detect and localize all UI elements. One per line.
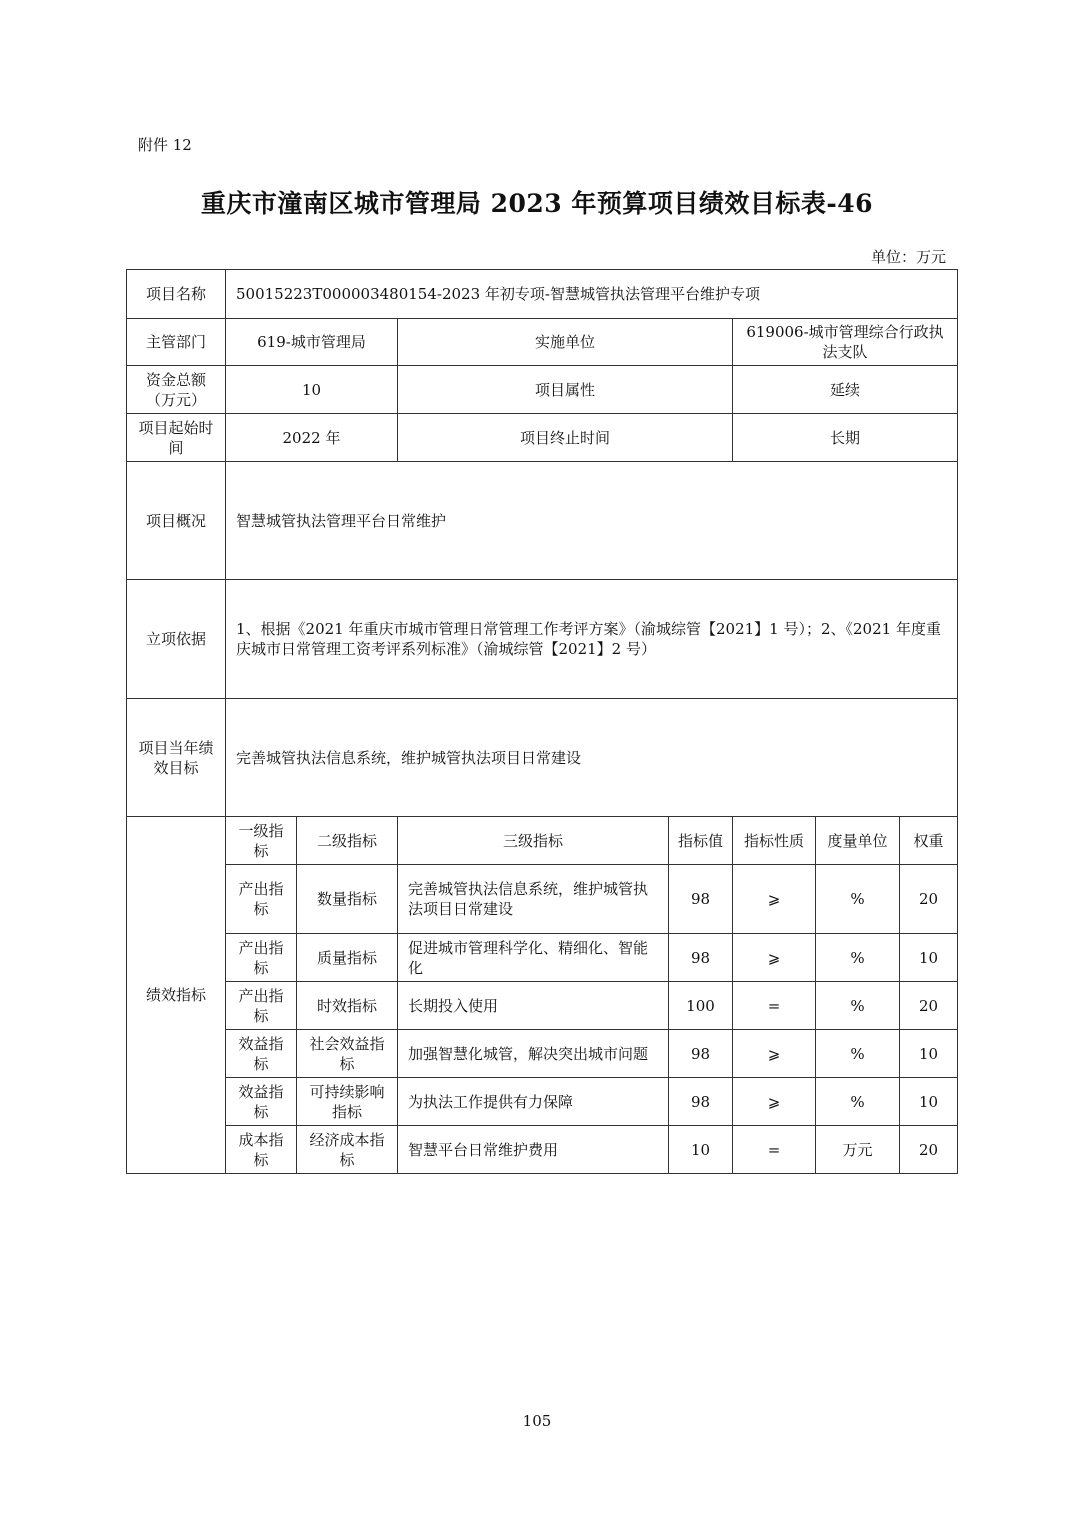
value-cell: 100 — [669, 982, 733, 1030]
page-title: 重庆市潼南区城市管理局 2023 年预算项目绩效目标表-46 — [200, 189, 874, 218]
level1-cell: 效益指标 — [226, 1078, 297, 1126]
level1-cell: 产出指标 — [226, 934, 297, 982]
attr-label: 项目属性 — [398, 366, 733, 414]
nature-cell: ⩾ — [733, 934, 816, 982]
level1-cell: 效益指标 — [226, 1030, 297, 1078]
level3-cell: 完善城管执法信息系统，维护城管执法项目日常建设 — [398, 865, 669, 934]
project-name-label: 项目名称 — [127, 270, 226, 319]
dept-label: 主管部门 — [127, 319, 226, 366]
attachment-label: 附件 12 — [138, 136, 192, 154]
value-cell: 98 — [669, 865, 733, 934]
basis-value: 1、根据《2021 年重庆市城市管理日常管理工作考评方案》（渝城综管【2021】1 号）；2、《2021 年度重庆城市日常管理工资考评系列标准》（渝城综管【2021】2 号） — [226, 580, 958, 699]
start-label: 项目起始时间 — [127, 414, 226, 462]
indicator-header-row — [127, 817, 958, 865]
impl-value: 619006-城市管理综合行政执法支队 — [733, 319, 958, 366]
end-value: 长期 — [733, 414, 958, 462]
unit-cell: % — [816, 1030, 900, 1078]
table-row — [127, 1078, 958, 1126]
nature-cell: ⩾ — [733, 865, 816, 934]
weight-cell: 10 — [900, 934, 958, 982]
basis-label: 立项依据 — [127, 580, 226, 699]
nature-cell: = — [733, 1126, 816, 1174]
unit-cell: % — [816, 982, 900, 1030]
overview-value: 智慧城管执法管理平台日常维护 — [226, 462, 958, 580]
level2-cell: 社会效益指标 — [297, 1030, 398, 1078]
row-time — [127, 414, 958, 462]
table-row — [127, 865, 958, 934]
table-row — [127, 1126, 958, 1174]
row-goal — [127, 699, 958, 817]
row-overview — [127, 462, 958, 580]
weight-cell: 20 — [900, 982, 958, 1030]
header-value: 指标值 — [669, 817, 733, 865]
project-name-value: 50015223T000003480154-2023 年初专项-智慧城管执法管理平台维护专项 — [226, 270, 958, 319]
table-row — [127, 934, 958, 982]
row-fund — [127, 366, 958, 414]
weight-cell: 20 — [900, 1126, 958, 1174]
level3-cell: 智慧平台日常维护费用 — [398, 1126, 669, 1174]
overview-label: 项目概况 — [127, 462, 226, 580]
header-level3: 三级指标 — [398, 817, 669, 865]
start-value: 2022 年 — [226, 414, 398, 462]
level3-cell: 加强智慧化城管，解决突出城市问题 — [398, 1030, 669, 1078]
unit-cell: 万元 — [816, 1126, 900, 1174]
level2-cell: 质量指标 — [297, 934, 398, 982]
header-level2: 二级指标 — [297, 817, 398, 865]
header-weight: 权重 — [900, 817, 958, 865]
fund-value: 10 — [226, 366, 398, 414]
level1-cell: 成本指标 — [226, 1126, 297, 1174]
level1-cell: 产出指标 — [226, 865, 297, 934]
page-number: 105 — [522, 1412, 552, 1430]
header-nature: 指标性质 — [733, 817, 816, 865]
level3-cell: 长期投入使用 — [398, 982, 669, 1030]
header-level1: 一级指标 — [226, 817, 297, 865]
level2-cell: 时效指标 — [297, 982, 398, 1030]
indicators-section-label: 绩效指标 — [127, 817, 226, 1174]
unit-cell: % — [816, 1078, 900, 1126]
impl-label: 实施单位 — [398, 319, 733, 366]
nature-cell: = — [733, 982, 816, 1030]
unit-label: 单位：万元 — [870, 248, 946, 266]
attr-value: 延续 — [733, 366, 958, 414]
level3-cell: 为执法工作提供有力保障 — [398, 1078, 669, 1126]
weight-cell: 10 — [900, 1078, 958, 1126]
nature-cell: ⩾ — [733, 1078, 816, 1126]
goal-label: 项目当年绩效目标 — [127, 699, 226, 817]
value-cell: 98 — [669, 934, 733, 982]
unit-cell: % — [816, 865, 900, 934]
table-row — [127, 982, 958, 1030]
goal-value: 完善城管执法信息系统，维护城管执法项目日常建设 — [226, 699, 958, 817]
header-unit: 度量单位 — [816, 817, 900, 865]
table-row — [127, 1030, 958, 1078]
level2-cell: 可持续影响指标 — [297, 1078, 398, 1126]
level3-cell: 促进城市管理科学化、精细化、智能化 — [398, 934, 669, 982]
fund-label: 资金总额（万元） — [127, 366, 226, 414]
end-label: 项目终止时间 — [398, 414, 733, 462]
dept-value: 619-城市管理局 — [226, 319, 398, 366]
nature-cell: ⩾ — [733, 1030, 816, 1078]
value-cell: 98 — [669, 1078, 733, 1126]
row-project-name — [127, 270, 958, 319]
weight-cell: 20 — [900, 865, 958, 934]
row-basis — [127, 580, 958, 699]
performance-table — [126, 269, 958, 1174]
level2-cell: 经济成本指标 — [297, 1126, 398, 1174]
level1-cell: 产出指标 — [226, 982, 297, 1030]
level2-cell: 数量指标 — [297, 865, 398, 934]
value-cell: 10 — [669, 1126, 733, 1174]
weight-cell: 10 — [900, 1030, 958, 1078]
unit-cell: % — [816, 934, 900, 982]
row-dept — [127, 319, 958, 366]
value-cell: 98 — [669, 1030, 733, 1078]
